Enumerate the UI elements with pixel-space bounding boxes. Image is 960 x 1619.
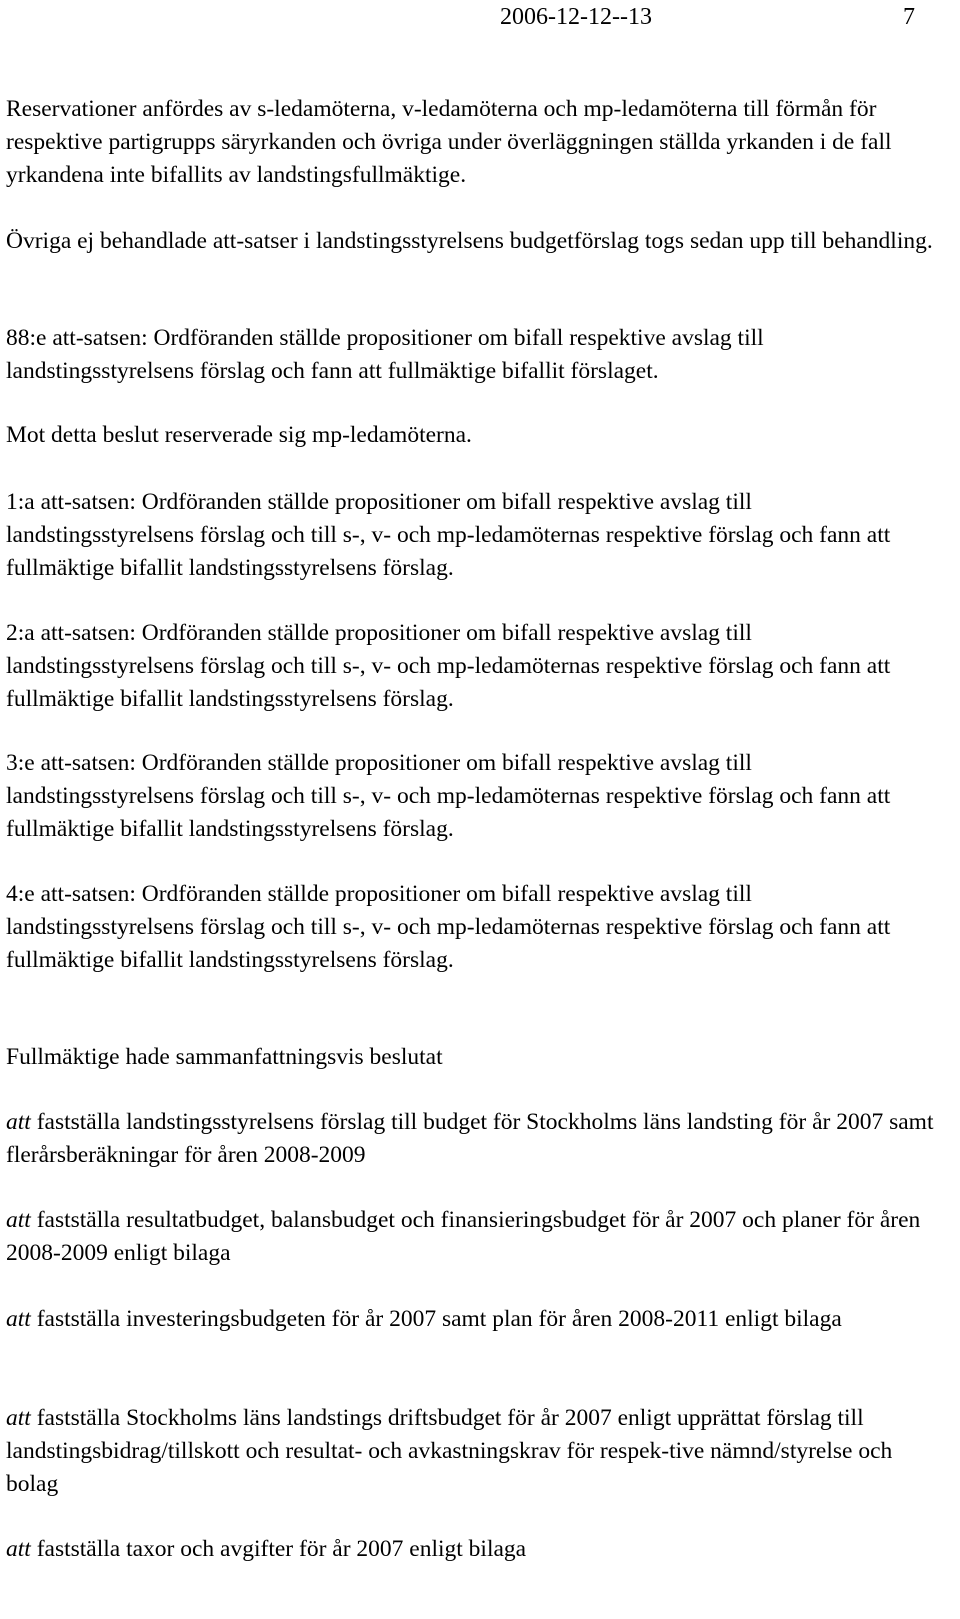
decision-att-keyword: att	[6, 1405, 31, 1431]
decision-item	[6, 1533, 936, 1566]
decision-att-keyword: att	[6, 1109, 31, 1135]
paragraph-remaining-att-satser: Övriga ej behandlade att-satser i landstingsstyrelsens budgetförslag togs sedan upp till behandling.	[6, 228, 933, 254]
header-date: 2006-12-12--13	[500, 4, 652, 30]
page-number: 7	[903, 4, 915, 30]
paragraph-reservations: Reservationer anfördes av s-ledamöterna, v-ledamöterna och mp-ledamöterna till förmån för respektive partigrupps säryrkanden och övriga under överläggningen ställda yrkanden i de fall yrkandena inte bifallits av landstingsfullmäktige.	[6, 96, 892, 188]
decision-text: fastställa Stockholms läns landstings driftsbudget för år 2007 enligt upprättat förslag till landstingsbidrag/tillskott och resultat- och avkastningskrav för respek-tive nämnd/styrelse och bolag	[6, 1405, 893, 1497]
decision-item	[6, 1204, 936, 1270]
decision-text: fastställa landstingsstyrelsens förslag till budget för Stockholms läns landsting för år 2007 samt flerårsberäkningar för åren 2008-2009	[6, 1109, 934, 1168]
decision-text: fastställa investeringsbudgeten för år 2007 samt plan för åren 2008-2011 enligt bilaga	[30, 1306, 842, 1332]
decision-item	[6, 1106, 936, 1172]
decision-att-keyword: att	[6, 1306, 31, 1332]
decision-item	[6, 1303, 936, 1336]
decision-text: fastställa resultatbudget, balansbudget och finansieringsbudget för år 2007 och planer för åren 2008-2009 enligt bilaga	[6, 1207, 921, 1266]
decision-att-keyword: att	[6, 1536, 31, 1562]
paragraph-att-sats-88: 88:e att-satsen: Ordföranden ställde propositioner om bifall respektive avslag till landstingsstyrelsens förslag och fann att fullmäktige bifallit förslaget.	[6, 325, 764, 384]
paragraph-att-sats-1: 1:a att-satsen: Ordföranden ställde propositioner om bifall respektive avslag till landstingsstyrelsens förslag och till s-, v- och mp-ledamöternas respektive förslag och fann att fullmäktige bifallit landstingsstyrelsens förslag.	[6, 489, 891, 581]
paragraph-reservation-mp: Mot detta beslut reserverade sig mp-ledamöterna.	[6, 422, 472, 448]
decision-text: fastställa taxor och avgifter för år 2007 enligt bilaga	[30, 1536, 527, 1562]
paragraph-att-sats-2: 2:a att-satsen: Ordföranden ställde propositioner om bifall respektive avslag till landstingsstyrelsens förslag och till s-, v- och mp-ledamöternas respektive förslag och fann att fullmäktige bifallit landstingsstyrelsens förslag.	[6, 620, 891, 712]
paragraph-att-sats-4: 4:e att-satsen: Ordföranden ställde propositioner om bifall respektive avslag till landstingsstyrelsens förslag och till s-, v- och mp-ledamöternas respektive förslag och fann att fullmäktige bifallit landstingsstyrelsens förslag.	[6, 881, 891, 973]
paragraph-att-sats-3: 3:e att-satsen: Ordföranden ställde propositioner om bifall respektive avslag till landstingsstyrelsens förslag och till s-, v- och mp-ledamöternas respektive förslag och fann att fullmäktige bifallit landstingsstyrelsens förslag.	[6, 750, 891, 842]
decision-item	[6, 1402, 936, 1501]
decision-att-keyword: att	[6, 1207, 31, 1233]
paragraph-summary-heading: Fullmäktige hade sammanfattningsvis beslutat	[6, 1044, 443, 1070]
page-header	[0, 2, 960, 36]
